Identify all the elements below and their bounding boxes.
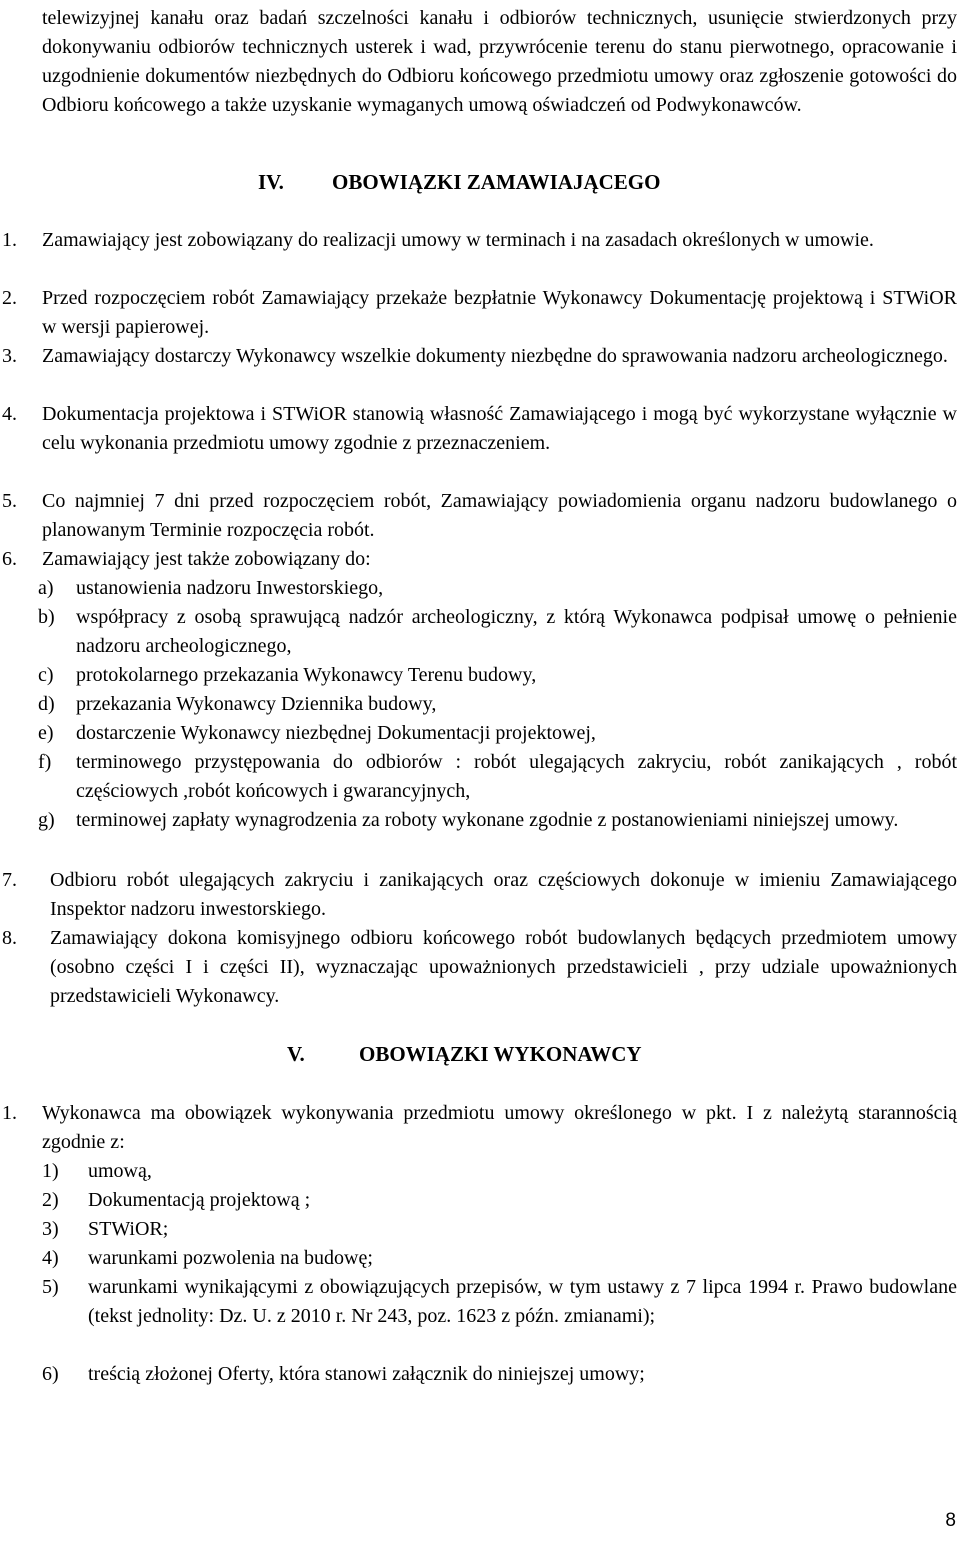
list-item [0,400,957,458]
sub-item-letter: a) [38,577,54,599]
sub-list-item [0,603,957,661]
sub-item-letter: f) [38,751,52,773]
item-number: 1. [2,229,17,251]
item-text: Zamawiający jest zobowiązany do realizacji umowy w terminach i na zasadach określonych w umowie. [42,229,874,251]
list-item [0,487,957,545]
item-text: Odbioru robót ulegających zakryciu i zanikających oraz częściowych dokonuje w imieniu Zamawiającego Inspektor nadzoru inwestorskiego. [50,869,957,920]
sub-list-item [0,806,957,835]
sub-list-item [0,1273,957,1331]
section-number: IV. [258,170,284,194]
sub-list-item [0,1360,957,1389]
intro-paragraph: telewizyjnej kanału oraz badań szczelności kanału i odbiorów technicznych, usunięcie stwierdzonych przy dokonywaniu odbiorów technicznych usterek i wad, przywrócenie terenu do stanu pierwotnego, opracowanie i uzgodnienie dokumentów niezbędnych do Odbioru końcowego przedmiotu umowy oraz zgłoszenie gotowości do Odbioru końcowego a także uzyskanie wymaganych umową oświadczeń od Podwykonawców. [42,7,957,116]
sub-item-text: Dokumentacją projektową ; [88,1189,311,1211]
item-text: Wykonawca ma obowiązek wykonywania przedmiotu umowy określonego w pkt. I z należytą starannością zgodnie z: [42,1102,957,1153]
list-item [0,1099,957,1157]
list-item [0,284,957,342]
sub-list-item [0,1186,957,1215]
sub-item-letter: d) [38,693,55,715]
item-text: Zamawiający dokona komisyjnego odbioru końcowego robót budowlanych będących przedmiotem umowy (osobno części I i części II), wyznaczając upoważnionych przedstawicieli , przy udziale upoważnionych przedstawicieli Wykonawcy. [50,927,957,1007]
list-item [0,866,957,924]
item-text: Zamawiający dostarczy Wykonawcy wszelkie dokumenty niezbędne do sprawowania nadzoru archeologicznego. [42,345,948,367]
sub-item-text: protokolarnego przekazania Wykonawcy Terenu budowy, [76,664,537,686]
sub-item-number: 2) [42,1189,59,1211]
section-title: OBOWIĄZKI WYKONAWCY [359,1042,642,1066]
sub-item-text: współpracy z osobą sprawującą nadzór archeologiczny, z którą Wykonawca podpisał umowę o pełnienie nadzoru archeologicznego, [76,606,957,657]
sub-item-number: 3) [42,1218,59,1240]
list-item [0,924,957,1011]
section-number: V. [287,1042,305,1066]
sub-list-item [0,1157,957,1186]
sub-item-text: warunkami wynikającymi z obowiązujących przepisów, w tym ustawy z 7 lipca 1994 r. Prawo budowlane (tekst jednolity: Dz. U. z 2010 r. Nr 243, poz. 1623 z późn. zmianami); [88,1276,957,1327]
sub-item-number: 1) [42,1160,59,1182]
sub-item-letter: e) [38,722,54,744]
item-number: 8. [2,927,17,949]
sub-item-text: STWiOR; [88,1218,169,1240]
item-number: 3. [2,345,17,367]
item-number: 6. [2,548,17,570]
section-heading-v [287,1040,642,1069]
sub-item-number: 6) [42,1363,59,1385]
sub-list-item [0,1215,957,1244]
item-number: 5. [2,490,17,512]
sub-list-item [0,574,957,603]
item-number: 2. [2,287,17,309]
sub-list-item [0,748,957,806]
sub-item-text: treścią złożonej Oferty, która stanowi załącznik do niniejszej umowy; [88,1363,645,1385]
sub-item-letter: c) [38,664,54,686]
sub-list-item [0,661,957,690]
item-number: 7. [2,869,17,891]
list-item [0,545,957,574]
list-item [0,226,957,255]
sub-item-number: 4) [42,1247,59,1269]
sub-item-text: warunkami pozwolenia na budowę; [88,1247,373,1269]
sub-item-text: terminowej zapłaty wynagrodzenia za roboty wykonane zgodnie z postanowieniami niniejszej umowy. [76,809,899,831]
sub-list-item [0,690,957,719]
sub-list-item [0,719,957,748]
sub-item-text: ustanowienia nadzoru Inwestorskiego, [76,577,384,599]
item-text: Dokumentacja projektowa i STWiOR stanowią własność Zamawiającego i mogą być wykorzystane wyłącznie w celu wykonania przedmiotu umowy zgodnie z przeznaczeniem. [42,403,957,454]
sub-item-text: umową, [88,1160,152,1182]
list-item [0,342,957,371]
item-number: 4. [2,403,17,425]
sub-item-text: terminowego przystępowania do odbiorów : robót ulegających zakryciu, robót zanikających , robót częściowych ,robót końcowych i gwarancyjnych, [76,751,957,802]
section-heading-iv [258,168,660,197]
item-text: Przed rozpoczęciem robót Zamawiający przekaże bezpłatnie Wykonawcy Dokumentację projektową i STWiOR w wersji papierowej. [42,287,957,338]
sub-item-text: dostarczenie Wykonawcy niezbędnej Dokumentacji projektowej, [76,722,596,744]
item-text: Zamawiający jest także zobowiązany do: [42,548,371,570]
sub-item-letter: g) [38,809,55,831]
sub-item-number: 5) [42,1276,59,1298]
page-number: 8 [945,1510,956,1531]
sub-item-text: przekazania Wykonawcy Dziennika budowy, [76,693,437,715]
sub-list-item [0,1244,957,1273]
item-number: 1. [2,1102,17,1124]
section-title: OBOWIĄZKI ZAMAWIAJĄCEGO [332,170,661,194]
sub-item-letter: b) [38,606,55,628]
item-text: Co najmniej 7 dni przed rozpoczęciem robót, Zamawiający powiadomienia organu nadzoru budowlanego o planowanym Terminie rozpoczęcia robót. [42,490,957,541]
